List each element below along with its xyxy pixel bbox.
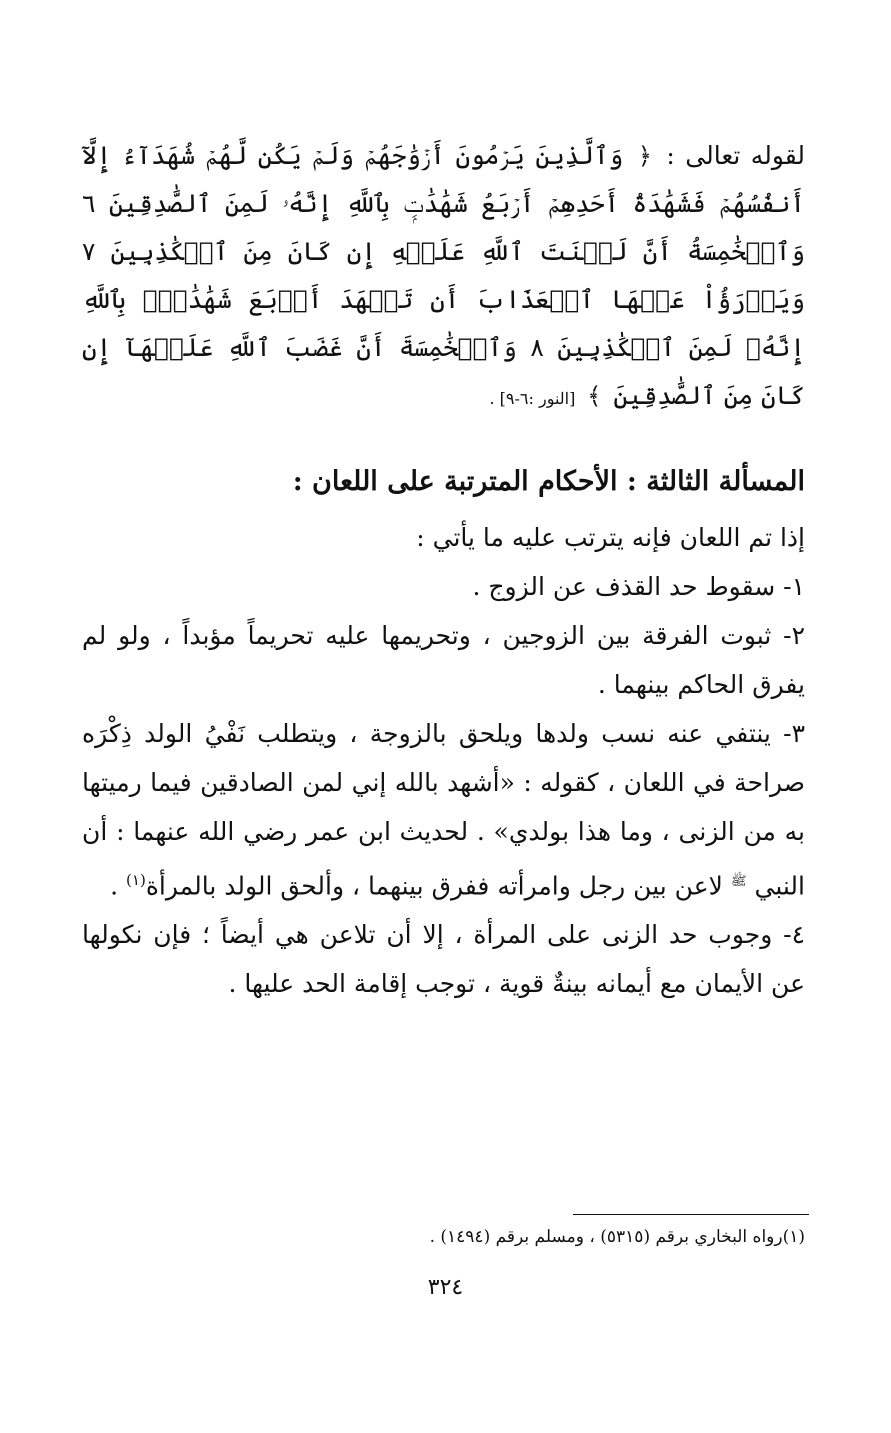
list-item-3 (82, 709, 805, 910)
footnote-divider (573, 1214, 809, 1215)
page-number: ٣٢٤ (427, 1275, 464, 1300)
quran-verse-block (82, 132, 805, 423)
list-item-1: ١- سقوط حد القذف عن الزوج . (472, 572, 805, 601)
verse-intro: لقوله تعالى : (666, 141, 806, 170)
verse-open-bracket: ﴿ (637, 142, 652, 170)
verse-close-bracket: ﴾ (587, 382, 602, 410)
list-item-4: ٤- وجوب حد الزنى على المرأة ، إلا أن تلاعن هي أيضاً ؛ فإن نكولها عن الأيمان مع أيمانه بينةٌ قوية ، توجب إقامة الحد عليها . (82, 920, 805, 999)
footnote: (١)رواه البخاري برقم (٥٣١٥) ، ومسلم برقم (١٤٩٤) . (429, 1227, 805, 1247)
list-item-3-text-b: لاعن بين رجل وامرأته ففرق بينهما ، وألحق الولد بالمرأة (145, 871, 723, 901)
verse-reference: [النور :٦-٩] . (489, 389, 576, 408)
list-item-3-text-a: ٣- ينتفي عنه نسب ولدها ويلحق بالزوجة ، ويتطلب نَفْيُ الولد ذِكْرَه صراحة في اللعان ، كقوله : «أشهد بالله إني لمن الصادقين فيما رميتها به من الزنى ، وما هذا بولدي» . لحديث ابن عمر رضي الله عنهما : أن النبي (82, 719, 805, 901)
honorific-glyph: ﷺ (730, 874, 747, 889)
list-item-3-end: . (110, 871, 127, 901)
footnote-reference: (١) (126, 871, 146, 889)
verse-text: وَٱلَّذِينَ يَرۡمُونَ أَزۡوَٰجَهُمۡ وَلَمۡ يَكُن لَّهُمۡ شُهَدَآءُ إِلَّآ أَنفُسُهُمۡ فَشَهَٰدَةُ أَحَدِهِمۡ أَرۡبَعُ شَهَٰدَٰتِۭ بِٱللَّهِ إِنَّهُۥ لَمِنَ ٱلصَّٰدِقِينَ ٦ وَٱلۡخَٰمِسَةُ أَنَّ لَعۡنَتَ ٱللَّهِ عَلَيۡهِ إِن كَانَ مِنَ ٱلۡكَٰذِبِينَ ٧ وَيَدۡرَؤُاْ عَنۡهَا ٱلۡعَذَابَ أَن تَشۡهَدَ أَرۡبَعَ شَهَٰدَٰتِۭ بِٱللَّهِ إِنَّهُۥ لَمِنَ ٱلۡكَٰذِبِينَ ٨ وَٱلۡخَٰمِسَةَ أَنَّ غَضَبَ ٱللَّهِ عَلَيۡهَآ إِن كَانَ مِنَ ٱلصَّٰدِقِينَ (82, 141, 805, 410)
page-body (82, 132, 805, 1008)
paragraph-intro: إذا تم اللعان فإنه يترتب عليه ما يأتي : (416, 523, 805, 552)
list-item-2: ٢- ثبوت الفرقة بين الزوجين ، وتحريمها عليه تحريماً مؤبداً ، ولو لم يفرق الحاكم بينهما . (82, 621, 805, 699)
section-heading: المسألة الثالثة : الأحكام المترتبة على اللعان : (292, 466, 805, 497)
